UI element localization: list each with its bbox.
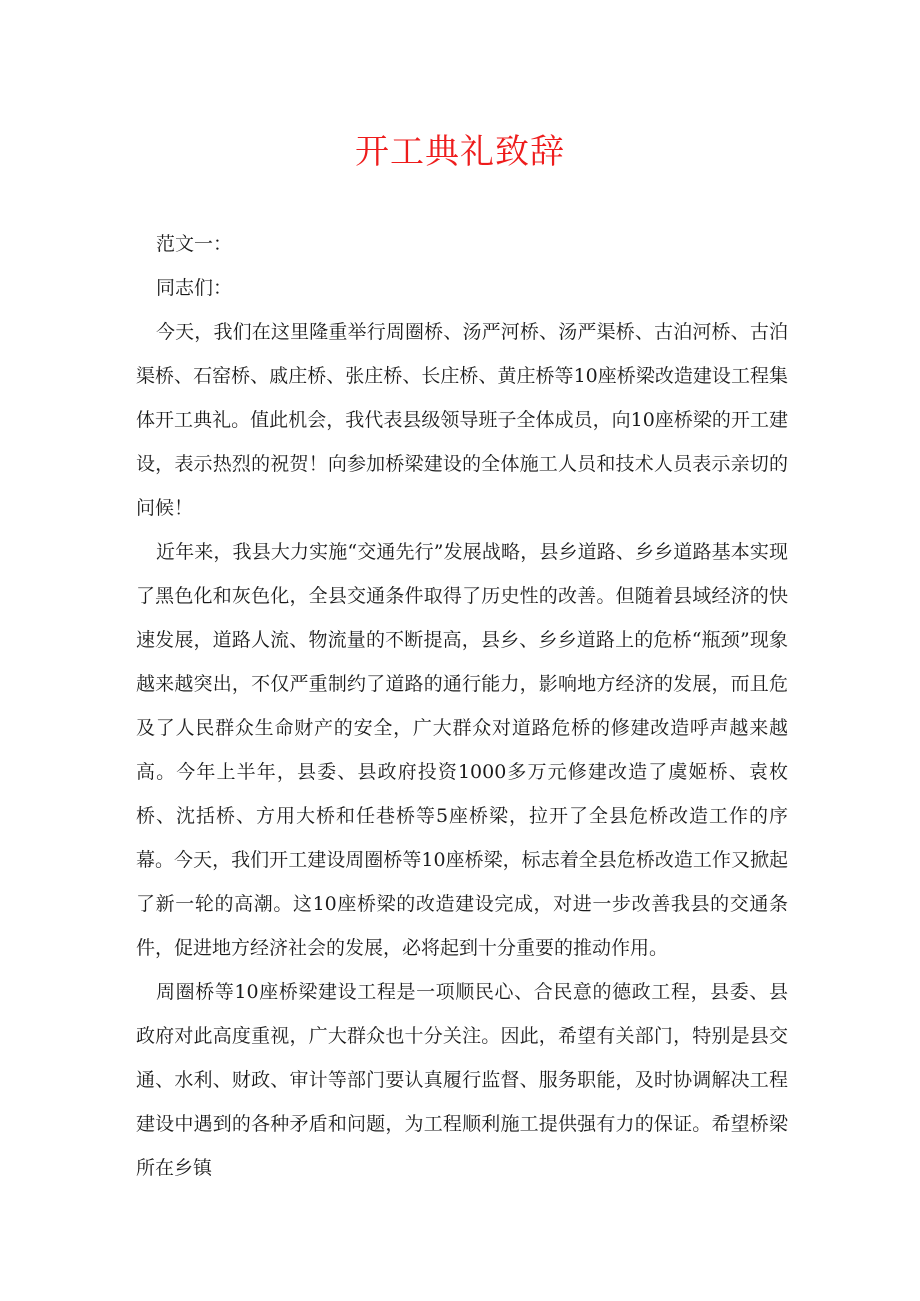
paragraph: 近年来，我县大力实施“交通先行”发展战略，县乡道路、乡乡道路基本实现了黑色化和灰色化，全县交通条件取得了历史性的改善。但随着县域经济的快速发展，道路人流、物流量的不断提高，县乡、乡乡道路上的危桥“瓶颈”现象越来越突出，不仅严重制约了道路的通行能力，影响地方经济的发展，而且危及了人民群众生命财产的安全，广大群众对道路危桥的修建改造呼声越来越高。今年上半年，县委、县政府投资1000多万元修建改造了虞姬桥、袁枚桥、沈括桥、方用大桥和任巷桥等5座桥梁，拉开了全县危桥改造工作的序幕。今天，我们开工建设周圈桥等10座桥梁，标志着全县危桥改造工作又掀起了新一轮的高潮。这10座桥梁的改造建设完成，对进一步改善我县的交通条件，促进地方经济社会的发展，必将起到十分重要的推动作用。 bbox=[136, 541, 788, 959]
paragraph-heading: 范文一： bbox=[156, 233, 233, 255]
paragraph: 周圈桥等10座桥梁建设工程是一项顺民心、合民意的德政工程，县委、县政府对此高度重视，广大群众也十分关注。因此，希望有关部门，特别是县交通、水利、财政、审计等部门要认真履行监督、服务职能，及时协调解决工程建设中遇到的各种矛盾和问题，为工程顺利施工提供强有力的保证。希望桥梁所在乡镇 bbox=[136, 981, 788, 1179]
document-body bbox=[136, 222, 788, 1190]
paragraph: 今天，我们在这里隆重举行周圈桥、汤严河桥、汤严渠桥、古泊河桥、古泊渠桥、石窑桥、戚庄桥、张庄桥、长庄桥、黄庄桥等10座桥梁改造建设工程集体开工典礼。值此机会，我代表县级领导班子全体成员，向10座桥梁的开工建设，表示热烈的祝贺！向参加桥梁建设的全体施工人员和技术人员表示亲切的问候！ bbox=[136, 321, 788, 519]
page-title: 开工典礼致辞 bbox=[355, 132, 565, 172]
paragraph-salutation: 同志们： bbox=[156, 277, 233, 299]
